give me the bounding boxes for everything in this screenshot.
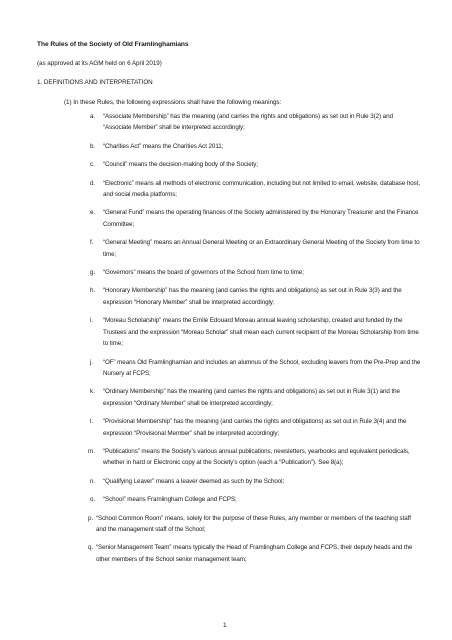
definition-text: “School” means Framlingham College and FCPS; (103, 496, 237, 504)
definition-marker: f. (90, 239, 94, 247)
definition-marker: p. (88, 514, 94, 522)
definition-text: “Moreau Scholarship” means the Emile Edouard Moreau annual leaving scholarship, created and funded by the Trustees and the expression “Moreau Scholar” shall mean each current recipient of the Moreau Scholarship from time to time; (103, 317, 419, 348)
definition-marker: h. (90, 287, 96, 295)
definitions-intro: (1) In these Rules, the following expressions shall have the following meanings: (64, 99, 282, 106)
definition-text: “Governors” means the board of governors of the School from time to time; (103, 269, 304, 277)
definition-marker: j. (90, 358, 94, 366)
definition-text: “Associate Membership” has the meaning (and carries the rights and obligations) as set out in Rule 3(2) and “Associate Member” shall be interpreted accordingly; (103, 113, 393, 132)
definition-text: “OF” means Old Framlinghamian and includes an alumnus of the School, excluding leavers from the Pre-Prep and the Nursery at FCPS; (103, 358, 421, 377)
document-subtitle: (as approved at its AGM held on 6 April 2019) (37, 60, 162, 67)
definition-marker: i. (90, 317, 94, 325)
definition-text: “School Common Room” means, solely for the purpose of these Rules, any member or members of the teaching staff and the management staff of the School; (96, 514, 411, 533)
definition-marker: g. (90, 269, 96, 277)
definition-marker: q. (88, 544, 94, 552)
definition-text: “Ordinary Membership” has the meaning (and carries the rights and obligations) as set out in Rule 3(1) and the expression “Ordinary Member” shall be interpreted accordingly; (103, 388, 400, 407)
definition-marker: m. (88, 447, 95, 455)
page-number: 1 (223, 622, 227, 629)
definition-text: “Senior Management Team” means typically the Head of Framlingham College and FCPS, their deputy heads and the other members of the School senior management team; (96, 544, 413, 563)
definition-marker: c. (90, 161, 95, 169)
document-title: The Rules of the Society of Old Framlinghamians (37, 41, 189, 48)
definition-text: “Provisional Membership” has the meaning (and carries the rights and obligations) as set out in Rule 3(4) and the expression “Provisional Member” shall be interpreted accordingly; (103, 418, 407, 437)
definition-marker: n. (90, 477, 96, 485)
definition-text: “Electronic” means all methods of electronic communication, including but not limited to email, website, database host, and social media platforms; (103, 179, 421, 199)
section-heading: 1. DEFINITIONS AND INTERPRETATION (37, 79, 153, 86)
definition-text: “General Meeting” means an Annual General Meeting or an Extraordinary General Meeting of the Society from time to time; (103, 239, 420, 258)
definition-text: “Charities Act” means the Charities Act 2011; (103, 142, 224, 150)
definition-text: “General Fund” means the operating finances of the Society administered by the Honorary Treasurer and the Finance Committee; (103, 209, 419, 228)
definition-marker: k. (90, 388, 95, 396)
definition-text: “Honorary Membership” has the meaning (and carries the rights and obligations) as set out in Rule 3(3) and the expression “Honorary Member” shall be interpreted accordingly; (103, 287, 402, 306)
definition-marker: b. (90, 142, 96, 150)
definition-text: “Qualifying Leaver” means a leaver deemed as such by the School; (103, 477, 285, 485)
definition-marker: l. (90, 418, 94, 426)
definition-marker: o. (90, 496, 96, 504)
definition-text: “Council” means the decision-making body of the Society; (103, 161, 258, 169)
definition-text: “Publications” means the Society’s various annual publications, newsletters, yearbooks and equivalent periodicals, whether in hard or Electronic copy at the Society’s option (each a “Publication”). See 8(a); (103, 447, 410, 467)
definition-marker: e. (90, 209, 96, 217)
definition-marker: d. (90, 179, 96, 187)
definition-marker: a. (90, 113, 96, 120)
